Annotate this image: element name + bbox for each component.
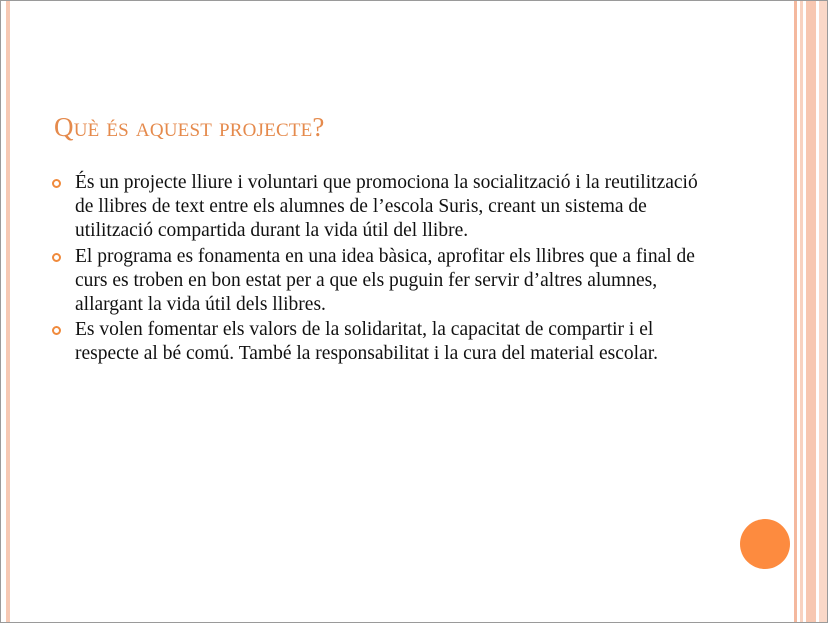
bullet-text-3: Es volen fomentar els valors de la solidaritat, la capacitat de compartir i el respecte al bé comú. També la responsabilitat i la cura del material escolar. bbox=[75, 319, 659, 365]
right-decorative-stripe-1 bbox=[794, 1, 797, 622]
bullet-item-2 bbox=[49, 245, 699, 318]
bullet-item-3 bbox=[49, 318, 699, 366]
bullet-text-2: El programa es fonamenta en una idea bàsica, aprofitar els llibres que a final de curs es troben en bon estat per a que els puguin fer servir d’altres alumnes, allargant la vida útil dels llibres. bbox=[75, 245, 695, 316]
hollow-circle-bullet-icon bbox=[52, 253, 61, 262]
hollow-circle-bullet-icon bbox=[52, 179, 61, 188]
right-decorative-stripe-2 bbox=[800, 1, 803, 622]
hollow-circle-bullet-icon bbox=[52, 326, 61, 335]
bullet-list bbox=[49, 171, 699, 368]
right-decorative-stripe-3 bbox=[806, 1, 816, 622]
right-decorative-stripe-4 bbox=[819, 1, 827, 622]
left-decorative-stripe bbox=[6, 1, 10, 622]
bullet-item-1 bbox=[49, 171, 699, 244]
bullet-text-1: És un projecte lliure i voluntari que promociona la socialització i la reutilització de llibres de text entre els alumnes de l’escola Suris, creant un sistema de utilització compartida durant la vida útil del llibre. bbox=[75, 172, 698, 242]
slide-title: Què és aquest projecte? bbox=[54, 112, 325, 142]
decorative-orange-circle bbox=[740, 519, 790, 569]
